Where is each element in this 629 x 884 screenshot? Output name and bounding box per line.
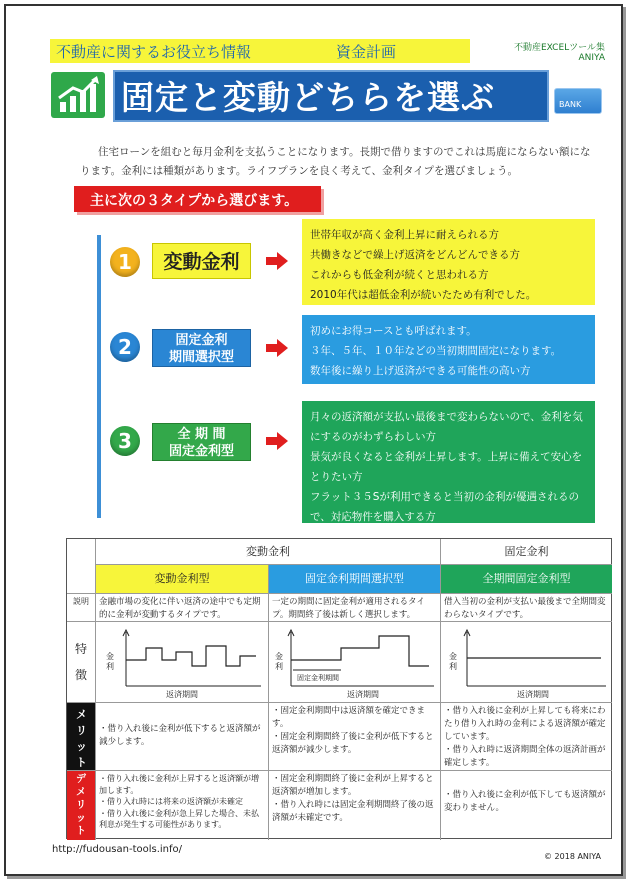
type-3-label-line1: 全 期 間 (177, 427, 226, 442)
type-2-line: ３年、５年、１０年などの当初期間固定になります。 (310, 345, 562, 357)
merit-variable (96, 703, 269, 771)
row-label-desc: 説明 (67, 594, 96, 622)
intro-paragraph: 住宅ローンを組むと毎月金利を支払うことになります。長期で借りますのでこれは馬鹿にならない額になります。金利には種類があります。ライフプランを良く考えて、金利タイプを選びましょう。 (80, 146, 591, 177)
type-2-line: 数年後に繰り上げ返済ができる可能性の高い方 (310, 365, 531, 377)
type-3-line: 景気が良くなると金利が上昇します。上昇に備えて安心をとりたい方 (310, 451, 583, 483)
desc-variable: 金融市場の変化に伴い返済の途中でも定期的に金利が変動するタイプです。 (96, 594, 269, 622)
row-label-demerit: デメリット (67, 771, 96, 840)
corner-cell (67, 539, 96, 594)
demerit-fixed-period-line: ・借り入れ時には固定金利期間終了後の返済額が未確定です。 (272, 800, 434, 823)
bank-card-label: BANK (559, 100, 582, 109)
row-label-feature-2: 徴 (74, 668, 87, 682)
row-label-feature-1: 特 (74, 642, 87, 656)
demerit-variable-line: ・借り入れ時には将来の返済額が未確定 (99, 797, 243, 806)
merit-full-fixed-line: ・借り入れ時に返済期間全体の返済計画が確定します。 (444, 745, 606, 768)
col-header-variable: 変動金利型 (96, 565, 269, 594)
type-label-fixed-period (152, 329, 251, 367)
type-label-full-fixed (152, 423, 251, 461)
type-1-line: これからも低金利が続くと思われる方 (310, 269, 489, 281)
type-2-label-line2: 期間選択型 (168, 350, 234, 365)
type-3-description (302, 401, 595, 523)
tool-name: 不動産EXCELツール集 (513, 43, 605, 53)
footer-copyright: © 2018 ANIYA (544, 852, 601, 861)
row-label-feature (67, 622, 96, 703)
comparison-table (66, 538, 612, 839)
document-page (4, 4, 623, 876)
group-header-fixed: 固定金利 (441, 539, 612, 565)
footer-url[interactable]: http://fudousan-tools.info/ (52, 844, 183, 855)
merit-fixed-period (269, 703, 441, 771)
arrow-right-icon (266, 252, 288, 270)
tool-author: ANIYA (578, 53, 605, 63)
feature-chart-full-fixed (441, 622, 612, 703)
chart-fixed-period-label: 固定金利期間 (297, 674, 339, 682)
demerit-variable-line: ・借り入れ後に金利が急上昇した場合、未払利息が発生する可能性があります。 (99, 808, 259, 829)
types-banner-text: 主に次の３タイプから選びます。 (90, 193, 299, 209)
number-1-icon: 1 (110, 247, 140, 277)
chart-xlabel: 返済期間 (347, 690, 379, 699)
feature-chart-variable (96, 622, 269, 703)
chart-xlabel: 返済期間 (517, 690, 549, 699)
group-header-variable: 変動金利 (96, 539, 441, 565)
types-vertical-line (97, 235, 101, 518)
arrow-right-icon (266, 432, 288, 450)
demerit-full-fixed (441, 771, 612, 840)
merit-full-fixed-line: ・借り入れ後に金利が上昇しても将来にわたり借り入れ時の金利による返済額が確定しています。 (444, 706, 606, 742)
type-1-line: 共働きなどで繰上げ返済をどんどんできる方 (310, 249, 520, 261)
arrow-right-icon (266, 339, 288, 357)
row-label-merit: メリット (67, 703, 96, 771)
type-3-line: フラット３５Sが利用できると当初の金利が優遇されるので、対応物件を購入する方 (310, 491, 579, 523)
header-category: 不動産に関するお役立ち情報 (56, 43, 252, 61)
merit-variable-line: ・借り入れ後に金利が低下すると返済額が減少します。 (99, 724, 261, 747)
demerit-variable (96, 771, 269, 840)
header-section: 資金計画 (336, 43, 397, 61)
number-2-icon: 2 (110, 332, 140, 362)
type-1-description (302, 219, 595, 305)
desc-full-fixed: 借入当初の金利が支払い最後まで全期間変わらないタイプです。 (441, 594, 612, 622)
desc-fixed-period: 一定の期間に固定金利が適用されるタイプ。期間終了後は新しく選択します。 (269, 594, 441, 622)
demerit-fixed-period (269, 771, 441, 840)
feature-chart-fixed-period (269, 622, 441, 703)
type-3-label-line2: 固定金利型 (168, 444, 234, 459)
type-1-line: 世帯年収が高く金利上昇に耐えられる方 (310, 229, 499, 241)
type-1-line: 2010年代は超低金利が続いたため有利でした。 (310, 289, 537, 301)
chart-growth-icon (51, 72, 105, 118)
chart-ylabel: 金利 (106, 652, 114, 671)
merit-fixed-period-line: ・固定金利期間中は返済額を確定できます。 (272, 706, 426, 729)
demerit-full-fixed-line: ・借り入れ後に金利が低下しても返済額が変わりません。 (444, 790, 606, 813)
merit-fixed-period-line: ・固定金利期間終了後に金利が低下すると返済額が減少します。 (272, 732, 434, 755)
number-3-icon: 3 (110, 426, 140, 456)
chart-ylabel: 金利 (449, 652, 457, 671)
demerit-variable-line: ・借り入れ後に金利が上昇すると返済額が増加します。 (99, 774, 259, 795)
type-label-variable: 変動金利 (152, 243, 251, 279)
type-2-line: 初めにお得コースとも呼ばれます。 (310, 325, 477, 337)
col-header-full-fixed: 全期間固定金利型 (441, 565, 612, 594)
type-3-line: 月々の返済額が支払い最後まで変わらないので、金利を気にするのがわずらわしい方 (310, 411, 583, 443)
chart-xlabel: 返済期間 (166, 690, 198, 699)
col-header-fixed-period: 固定金利期間選択型 (269, 565, 441, 594)
chart-ylabel: 金利 (275, 652, 283, 671)
type-2-label-line1: 固定金利 (175, 333, 228, 348)
merit-full-fixed (441, 703, 612, 771)
demerit-fixed-period-line: ・固定金利期間終了後に金利が上昇すると返済額が増加します。 (272, 774, 434, 797)
page-title: 固定と変動どちらを選ぶ (121, 78, 495, 117)
type-2-description (302, 315, 595, 384)
